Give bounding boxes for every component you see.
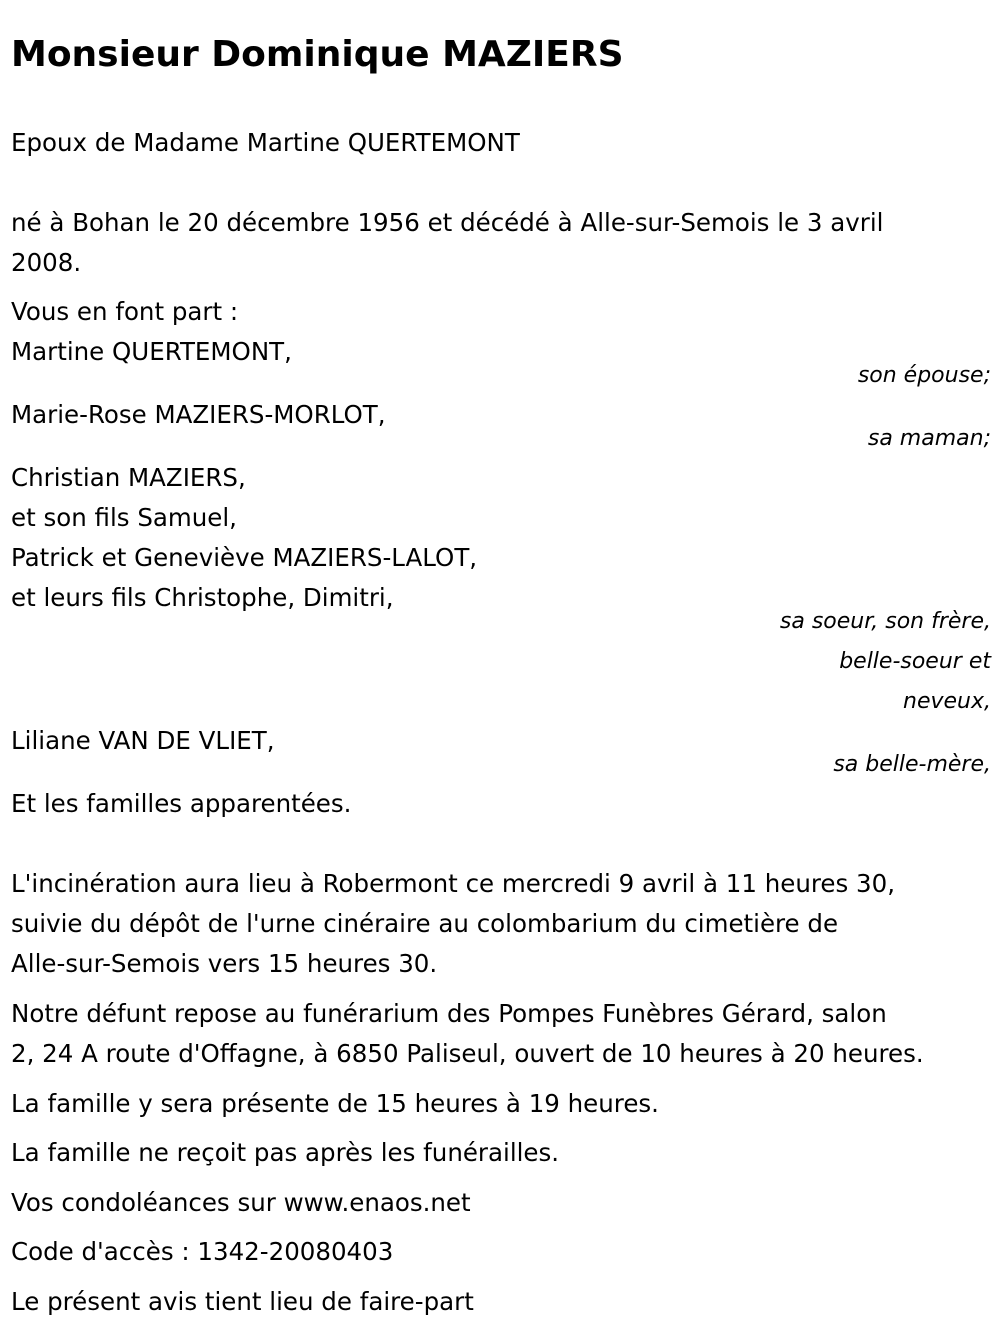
mourner-christian: Christian MAZIERS, [11,463,246,492]
birth-death-line-2: 2008. [11,248,82,277]
announce-intro: Vous en font part : [11,297,239,326]
mourner-sons: et leurs fils Christophe, Dimitri, [11,583,394,612]
relation-mother-in-law: sa belle-mère, [833,752,991,777]
access-code: Code d'accès : 1342-20080403 [11,1237,394,1266]
ceremony-line-1: L'incinération aura lieu à Robermont ce mercredi 9 avril à 11 heures 30, [11,869,895,898]
funeral-home-line-2: 2, 24 A route d'Offagne, à 6850 Paliseul, ouvert de 10 heures à 20 heures. [11,1039,924,1068]
ceremony-line-2: suivie du dépôt de l'urne cinéraire au colombarium du cimetière de [11,909,839,938]
mourner-marie-rose: Marie-Rose MAZIERS-MORLOT, [11,400,386,429]
families-line: Et les familles apparentées. [11,789,352,818]
relation-siblings-2: belle-soeur et [839,649,991,674]
mourner-patrick: Patrick et Geneviève MAZIERS-LALOT, [11,543,478,572]
mourner-liliane: Liliane VAN DE VLIET, [11,726,275,755]
no-reception: La famille ne reçoit pas après les funérailles. [11,1138,560,1167]
relation-siblings-3: neveux, [903,689,991,714]
mourner-samuel: et son fils Samuel, [11,503,237,532]
mourner-martine: Martine QUERTEMONT, [11,337,292,366]
ceremony-line-3: Alle-sur-Semois vers 15 heures 30. [11,949,438,978]
relation-siblings-1: sa soeur, son frère, [779,609,991,634]
family-presence: La famille y sera présente de 15 heures à 19 heures. [11,1089,659,1118]
funeral-home-line-1: Notre défunt repose au funérarium des Pompes Funèbres Gérard, salon [11,999,887,1028]
relation-spouse: son épouse; [857,363,991,388]
spouse-line: Epoux de Madame Martine QUERTEMONT [11,128,520,157]
page-title: Monsieur Dominique MAZIERS [11,34,624,75]
condolences: Vos condoléances sur www.enaos.net [11,1188,471,1217]
relation-mother: sa maman; [867,426,991,451]
birth-death-line-1: né à Bohan le 20 décembre 1956 et décédé à Alle-sur-Semois le 3 avril [11,208,884,237]
notice-line: Le présent avis tient lieu de faire-part [11,1287,474,1316]
